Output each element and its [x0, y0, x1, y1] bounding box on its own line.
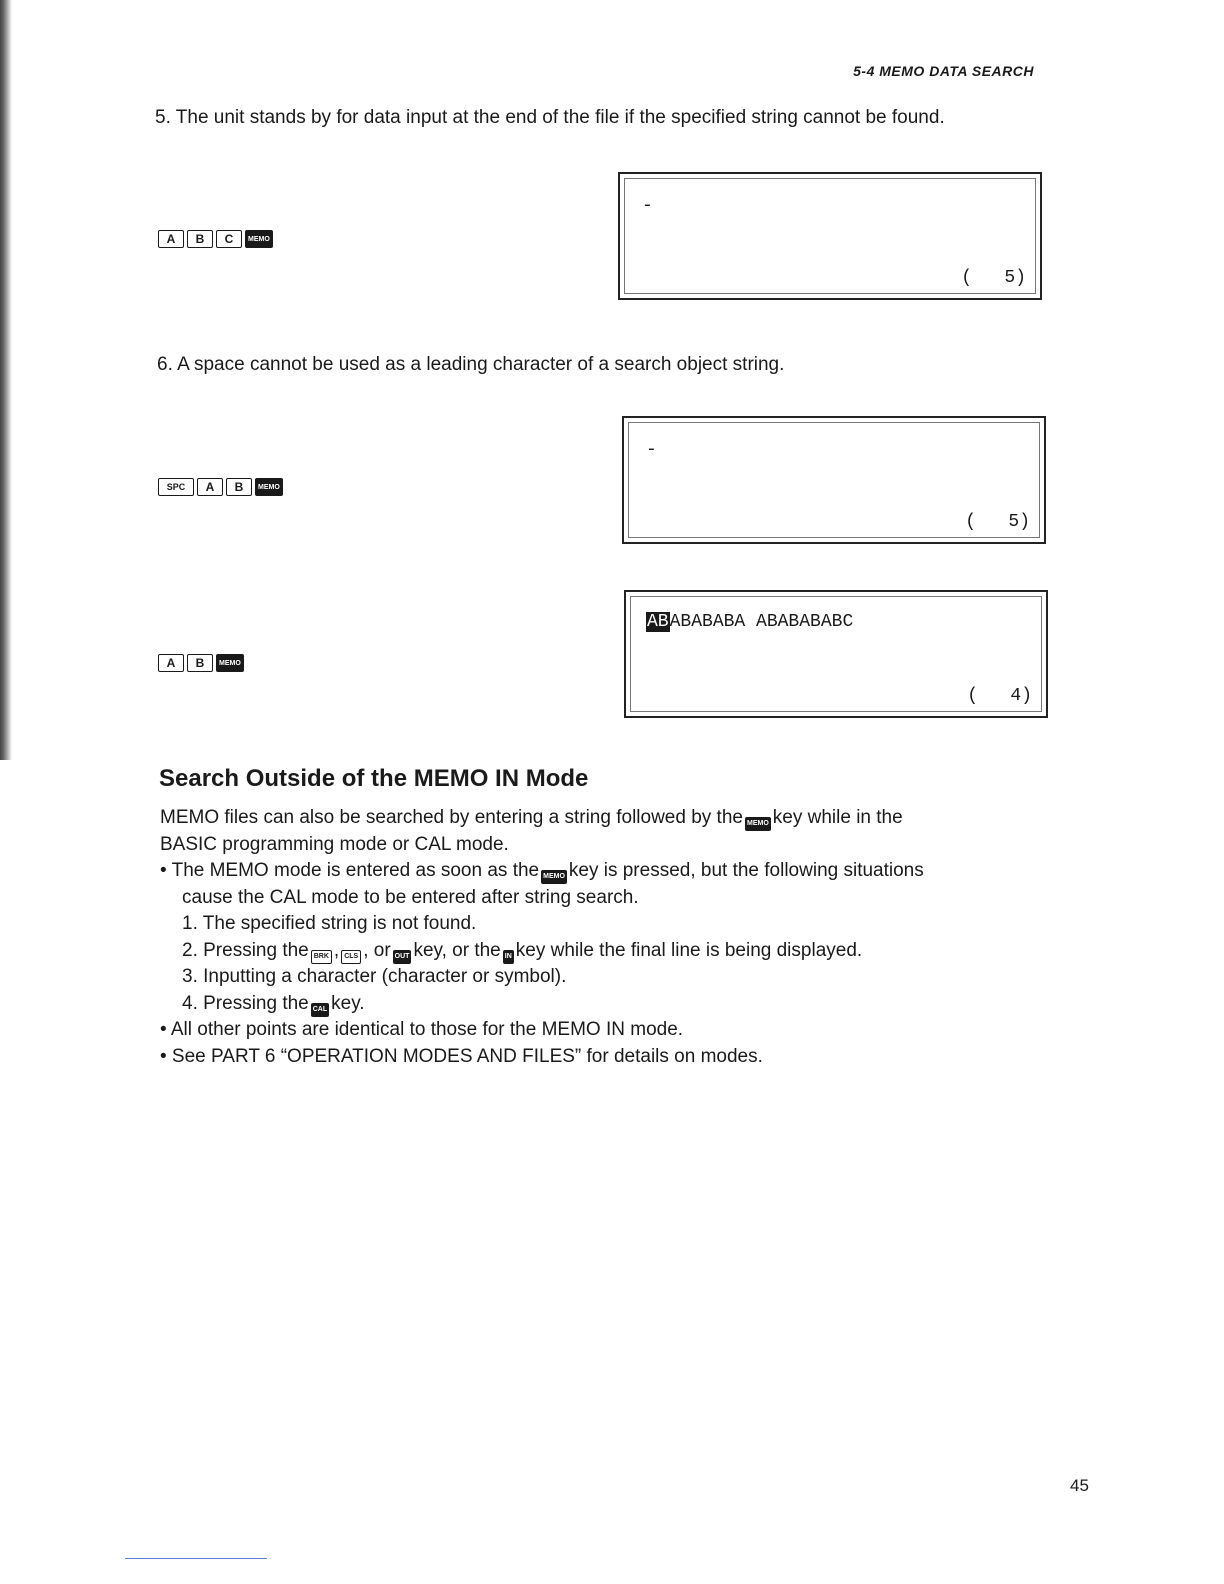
- footer-rule: [125, 1558, 267, 1559]
- intro-text-b: key while in the: [772, 807, 903, 828]
- key-space: SPC: [158, 478, 194, 496]
- step-6-key-sequence-b: [158, 654, 244, 672]
- intro-text-a: MEMO files can also be searched by entering a string followed by the: [160, 807, 743, 828]
- running-header: 5-4 MEMO DATA SEARCH: [853, 63, 1034, 79]
- item-2-text-b: ,: [333, 939, 340, 961]
- note-1-line-2: cause the CAL mode to be entered after string search.: [182, 886, 639, 908]
- item-2-text-a: 2. Pressing the: [182, 939, 309, 961]
- lcd-line1-text: ABABABA ABABABABC: [669, 612, 854, 632]
- key-b: B: [187, 230, 213, 248]
- key-a: A: [158, 230, 184, 248]
- bullet-1: • All other points are identical to those for the MEMO IN mode.: [160, 1019, 684, 1040]
- item-2-text-c: , or: [363, 939, 391, 961]
- lcd-line1: [646, 612, 853, 632]
- out-key-icon: OUT: [393, 950, 412, 964]
- lcd-line1: -: [642, 196, 653, 216]
- list-item-4: [160, 991, 924, 1018]
- page-number: 45: [1070, 1476, 1089, 1495]
- key-b: B: [187, 654, 213, 672]
- memo-key-icon: MEMO: [745, 817, 771, 831]
- list-item-2: [160, 938, 924, 965]
- step-5-text: 5. The unit stands by for data input at the end of the file if the specified string cannot be found.: [155, 107, 945, 128]
- key-b: B: [226, 478, 252, 496]
- list-item-3: 3. Inputting a character (character or symbol).: [182, 966, 567, 987]
- key-a: A: [158, 654, 184, 672]
- cls-key-icon: CLS: [341, 950, 361, 964]
- item-4-text-a: 4. Pressing the: [182, 992, 309, 1014]
- key-c: C: [216, 230, 242, 248]
- page-binding-edge: [0, 0, 12, 760]
- key-a: A: [197, 478, 223, 496]
- cal-key-icon: CAL: [311, 1003, 329, 1017]
- note-1-text-a: • The MEMO mode is entered as soon as the: [160, 860, 540, 881]
- lcd-line-count: ( 5): [961, 268, 1026, 288]
- note-1-line-1: [160, 858, 924, 885]
- section-title: Search Outside of the MEMO IN Mode: [159, 765, 589, 792]
- lcd-display-step6a: [622, 416, 1046, 544]
- key-memo: MEMO: [245, 230, 273, 248]
- lcd-line-count: ( 4): [967, 686, 1032, 706]
- note-1-text-b: key is pressed, but the following situations: [568, 860, 924, 881]
- step-5-key-sequence: [158, 230, 273, 248]
- brk-key-icon: BRK: [311, 950, 332, 964]
- item-4-text-b: key.: [331, 992, 365, 1014]
- lcd-cursor-block: AB: [647, 612, 669, 632]
- item-2-text-d: key, or the: [413, 939, 501, 961]
- item-2-text-e: key while the final line is being displayed.: [515, 939, 863, 961]
- memo-key-icon: MEMO: [541, 870, 567, 884]
- intro-line-1: [160, 805, 924, 832]
- in-key-icon: IN: [503, 950, 514, 964]
- intro-line-2: BASIC programming mode or CAL mode.: [160, 833, 509, 855]
- section-body: [160, 805, 924, 1070]
- lcd-display-step6b: [624, 590, 1048, 718]
- bullet-2: • See PART 6 “OPERATION MODES AND FILES” for details on modes.: [160, 1045, 763, 1067]
- step-6-text: 6. A space cannot be used as a leading character of a search object string.: [157, 354, 785, 375]
- lcd-line1: -: [646, 440, 657, 460]
- key-memo: MEMO: [216, 654, 244, 672]
- lcd-line-count: ( 5): [965, 512, 1030, 532]
- list-item-1: 1. The specified string is not found.: [182, 913, 477, 934]
- key-memo: MEMO: [255, 478, 283, 496]
- lcd-display-step5: [618, 172, 1042, 300]
- step-6-key-sequence-a: [158, 478, 283, 496]
